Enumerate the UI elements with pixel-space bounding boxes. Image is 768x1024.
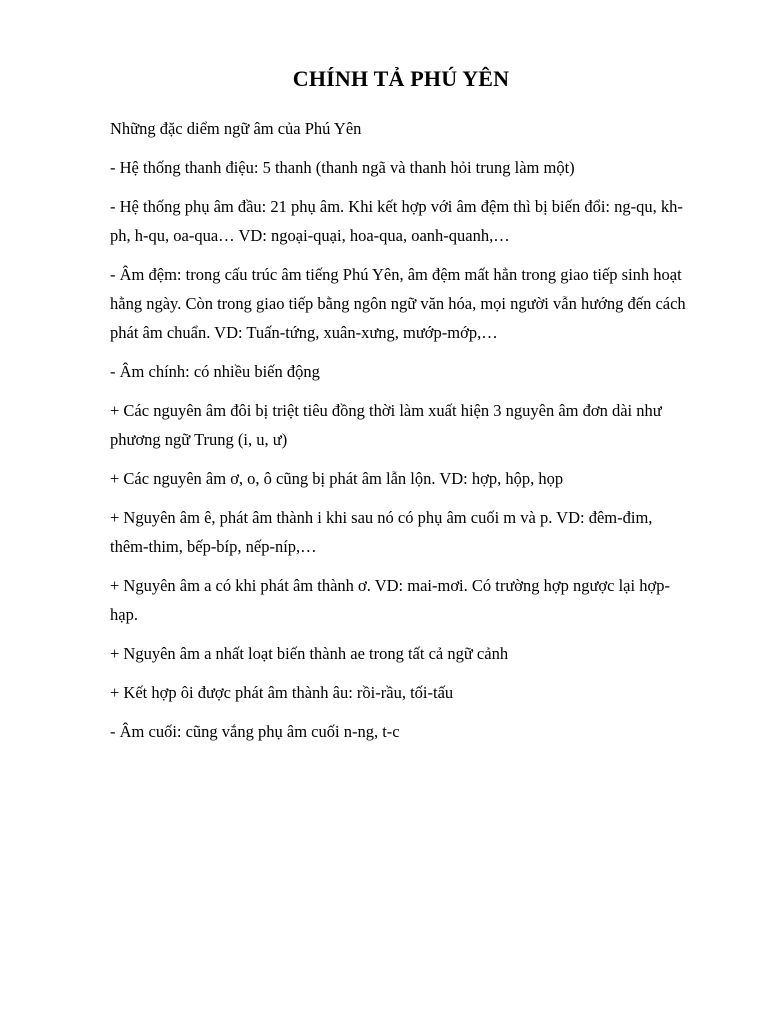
paragraph-vowels-o: + Các nguyên âm ơ, o, ô cũng bị phát âm lẫn lộn. VD: hợp, hộp, họp: [110, 469, 564, 489]
intro-paragraph: Những đặc diểm ngữ âm của Phú Yên: [110, 119, 362, 139]
paragraph-vowel-a: + Nguyên âm a có khi phát âm thành ơ. VD: mai-mơi. Có trường hợp ngược lại hợp-hạp.: [110, 576, 670, 625]
paragraph-initial-consonants: - Hệ thống phụ âm đầu: 21 phụ âm. Khi kết hợp với âm đệm thì bị biến đổi: ng-qu, kh-ph, h-qu, oa-qua… VD: ngoại-quại, hoa-qua, oanh-quanh,…: [110, 197, 683, 246]
paragraph-medial-sound: - Âm đệm: trong cấu trúc âm tiếng Phú Yên, âm đệm mất hẳn trong giao tiếp sinh hoạt hằng ngày. Còn trong giao tiếp bằng ngôn ngữ văn hóa, mọi người vẫn hướng đến cách phát âm chuẩn. VD: Tuấn-tứng, xuân-xưng, mướp-mớp,…: [110, 265, 686, 343]
paragraph-tone-system: - Hệ thống thanh điệu: 5 thanh (thanh ngã và thanh hỏi trung làm một): [110, 158, 575, 178]
paragraph-vowel-a-ae: + Nguyên âm a nhất loạt biến thành ae trong tất cả ngữ cảnh: [110, 644, 509, 664]
paragraph-final-consonants: - Âm cuối: cũng vắng phụ âm cuối n-ng, t-c: [110, 722, 400, 742]
document-title: CHÍNH TẢ PHÚ YÊN: [292, 66, 510, 91]
paragraph-main-vowel: - Âm chính: có nhiều biến động: [110, 362, 320, 382]
paragraph-vowel-e: + Nguyên âm ê, phát âm thành i khi sau nó có phụ âm cuối m và p. VD: đêm-đim, thêm-thim, bếp-bíp, nếp-níp,…: [110, 508, 653, 557]
paragraph-diphthongs: + Các nguyên âm đôi bị triệt tiêu đồng thời làm xuất hiện 3 nguyên âm đơn dài như phương ngữ Trung (i, u, ư): [110, 401, 662, 450]
paragraph-oi-au: + Kết hợp ôi được phát âm thành âu: rồi-rầu, tối-tấu: [110, 683, 454, 703]
